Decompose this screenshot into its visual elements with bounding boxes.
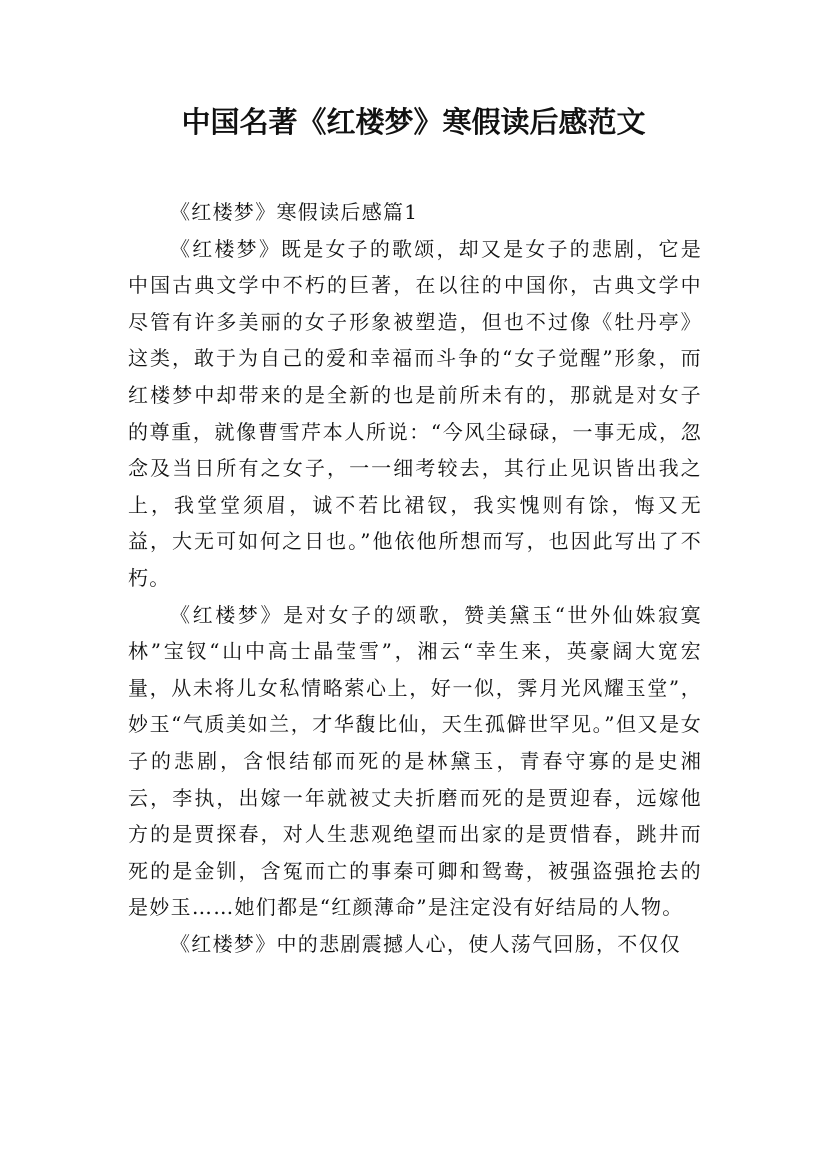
paragraph-3: 《红楼梦》中的悲剧震撼人心，使人荡气回肠，不仅仅	[170, 931, 682, 956]
document-title: 中国名著《红楼梦》寒假读后感范文	[181, 105, 646, 139]
document-body	[128, 194, 702, 962]
section-heading: 《红楼梦》寒假读后感篇1	[170, 200, 419, 224]
paragraph-1: 《红楼梦》既是女子的歌颂，却又是女子的悲剧，它是中国古典文学中不朽的巨著，在以往的中国你，古典文学中尽管有许多美丽的女子形象被塑造，但也不过像《牡丹亭》这类，敢于为自己的爱和幸福而斗争的“女子觉醒”形象，而红楼梦中却带来的是全新的也是前所未有的，那就是对女子的尊重，就像曹雪芹本人所说：“今风尘碌碌，一事无成，忽念及当日所有之女子，一一细考较去，其行止见识皆出我之上，我堂堂须眉，诚不若比裙钗，我实愧则有馀，悔又无益，大无可如何之日也。”他依他所想而写，也因此写出了不朽。	[128, 236, 702, 590]
paragraph-2: 《红楼梦》是对女子的颂歌，赞美黛玉“世外仙姝寂寞林”宝钗“山中高士晶莹雪”，湘云“幸生来，英豪阔大宽宏量，从未将儿女私情略萦心上，好一似，霁月光风耀玉堂”，妙玉“气质美如兰，才华馥比仙，天生孤僻世罕见。”但又是女子的悲剧，含恨结郁而死的是林黛玉，青春守寡的是史湘云，李执，出嫁一年就被丈夫折磨而死的是贾迎春，远嫁他方的是贾探春，对人生悲观绝望而出家的是贾惜春，跳井而死的是金钏，含冤而亡的事秦可卿和鸳鸯，被强盗强抢去的是妙玉……她们都是“红颜薄命”是注定没有好结局的人物。	[128, 602, 702, 920]
